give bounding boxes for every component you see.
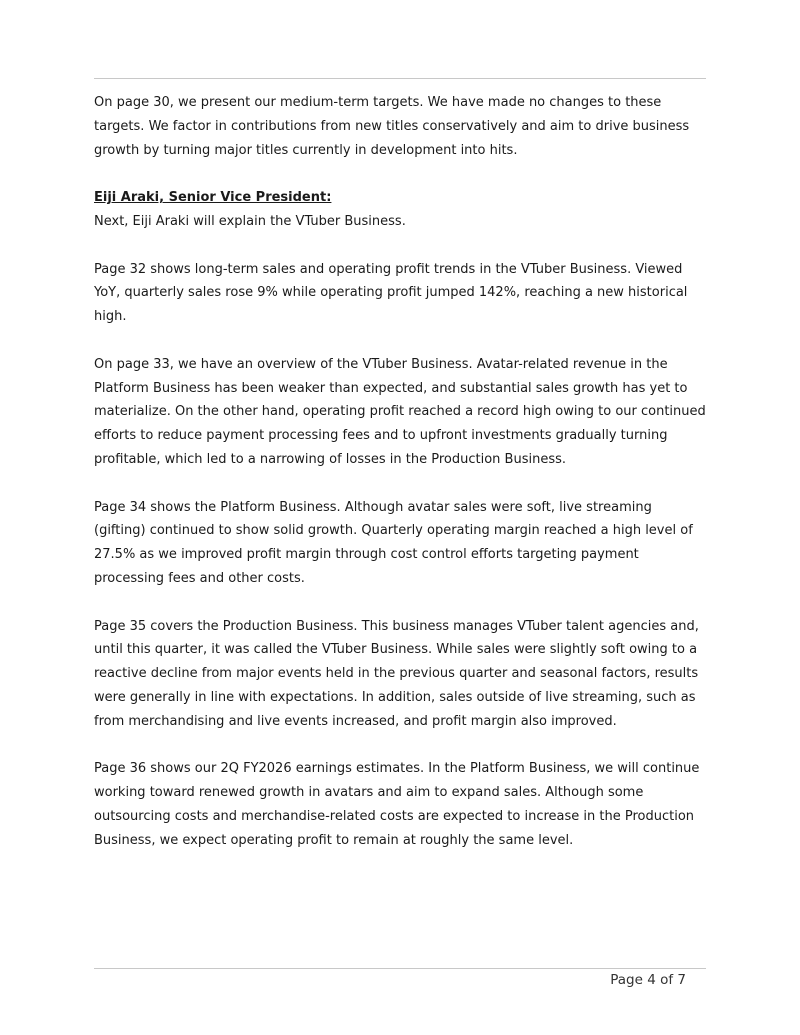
speaker-intro: Next, Eiji Araki will explain the VTuber Business. [94,213,406,229]
paragraph-vtuber-overview: On page 33, we have an overview of the VTuber Business. Avatar-related revenue in the Platform Business has been weaker than expected, and substantial sales growth has yet to materialize. On the other hand, operating profit reached a record high owing to our continued efforts to reduce payment processing fees and to upfront investments gradually turning profitable, which led to a narrowing of losses in the Production Business. [94,356,706,467]
document-body [94,91,706,876]
paragraph-medium-term-targets: On page 30, we present our medium-term targets. We have made no changes to these targets. We factor in contributions from new titles conservatively and aim to drive business growth by turning major titles currently in development into hits. [94,95,690,158]
page-number: Page 4 of 7 [610,972,686,988]
speaker-section [94,186,706,234]
speaker-name: Eiji Araki, Senior Vice President: [94,190,332,206]
paragraph-platform-business: Page 34 shows the Platform Business. Although avatar sales were soft, live streaming (gifting) continued to show solid growth. Quarterly operating margin reached a high level of 27.5% as we improved profit margin through cost control efforts targeting payment processing fees and other costs. [94,499,693,586]
footer-divider [94,968,706,969]
paragraph-earnings-estimates: Page 36 shows our 2Q FY2026 earnings estimates. In the Platform Business, we will continue working toward renewed growth in avatars and aim to expand sales. Although some outsourcing costs and merchandise-related costs are expected to increase in the Production Business, we expect operating profit to remain at roughly the same level. [94,761,700,848]
paragraph-production-business: Page 35 covers the Production Business. This business manages VTuber talent agencies and, until this quarter, it was called the VTuber Business. While sales were slightly soft owing to a reactive decline from major events held in the previous quarter and seasonal factors, results were generally in line with expectations. In addition, sales outside of live streaming, such as from merchandising and live events increased, and profit margin also improved. [94,618,699,729]
paragraph-long-term-trends: Page 32 shows long-term sales and operating profit trends in the VTuber Business. Viewed YoY, quarterly sales rose 9% while operating profit jumped 142%, reaching a new historical high. [94,261,688,325]
header-divider [94,78,706,79]
